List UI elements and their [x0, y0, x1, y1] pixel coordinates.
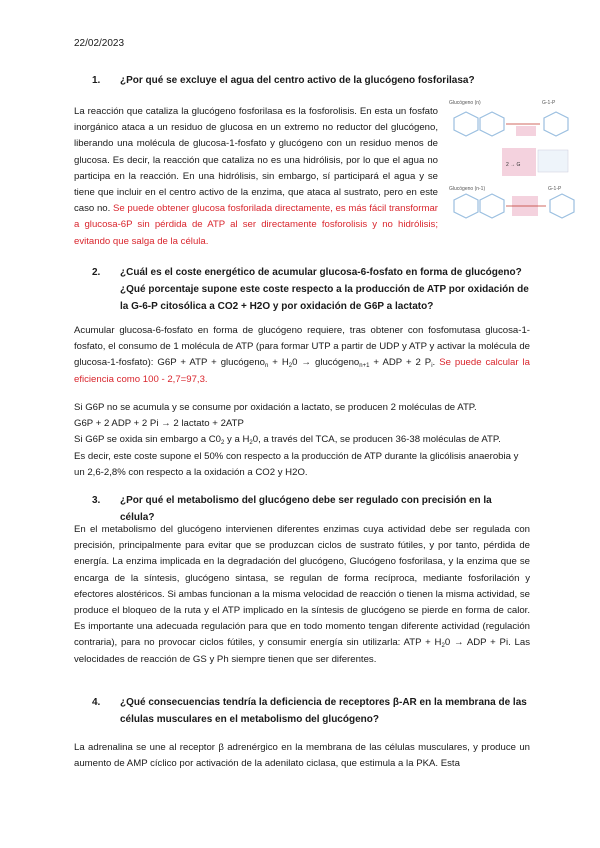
pink-box-top: [516, 126, 536, 136]
figure-label-top-right: G-1-P: [542, 100, 556, 106]
glycogen-phosphorylase-figure: [446, 96, 596, 238]
question-4-text: ¿Qué consecuencias tendría la deficiencia de receptores β-AR en la membrana de las células musculares en el metabolismo del glucógeno?: [120, 697, 527, 725]
lactate-line: Si G6P no se acumula y se consume por oxidación a lactato, se producen 2 moléculas de ATP.: [74, 402, 477, 413]
question-3-number: 3.: [92, 495, 101, 506]
document-date: 22/02/2023: [74, 38, 125, 49]
question-1: [92, 72, 522, 89]
lactate-equation: G6P + 2 ADP + 2 Pi → 2 lactato + 2ATP: [74, 418, 244, 430]
question-3: [92, 492, 522, 526]
question-4-number: 4.: [92, 697, 101, 708]
question-4: [92, 694, 530, 728]
question-1-number: 1.: [92, 75, 101, 86]
answer-3: En el metabolismo del glucógeno intervienen diferentes enzimas cuya actividad debe ser regulada con precisión, principalmente para evitar que se produzcan ciclos de sustrato fútiles, y por tanto, pérdida de energía. La enzima implicada en la degradación del glucógeno, Glucógeno fosforilasa, y la enzima que se encarga de la síntesis, glucógeno sintasa, se regulan de forma recíproca, mediante fosforilación y efectores alostéricos. Si ambas funcionan a la misma velocidad de reacción o tienen la misma actividad, se produce el bloqueo de la ruta y el ATP implicado en la síntesis de glucógeno se pierde en forma de calor. Es importante una adecuada regulación para que en todo momento tengan diferente actividad (regulación contraria), para no provocar ciclos fútiles, y consumir energía sin utilizarla: ATP + $H_20$ → ADP + Pi. Las velocidades de reacción de GS y Ph siempre tienen que ser diferentes.: [74, 524, 531, 665]
figure-label-mid: 2 → G: [506, 162, 521, 168]
figure-label-top-left: Glucógeno (n): [449, 100, 481, 106]
answer-4: La adrenalina se une al receptor β adrenérgico en la membrana de las células musculares, y produce un aumento de AMP cíclico por activación de la adenilato ciclasa, que estimula a la PKA. Esta: [74, 742, 530, 770]
answer-1: [74, 104, 438, 250]
cost-line: Es decir, este coste supone el 50% con respecto a la producción de ATP durante la glicólisis anaerobia y un 2,6-2,8% con respecto a la oxidación a CO2 y H2O.: [74, 450, 519, 478]
question-3-text: ¿Por qué el metabolismo del glucógeno debe ser regulado con precisión en la célula?: [120, 495, 492, 523]
answer-2-paragraph-1: Acumular glucosa-6-fosfato en forma de glucógeno requiere, tras obtener con fosfomutasa glucosa-1-fosfato, el consumo de 1 molécula de ATP (para formar UTP a partir de UDP y ATP y activar la molécula de glucosa-1-fosfato): G6P + ATP + glucógeno$_n$ + $H_20$ → glucógeno$_{n+1}$ + ADP + 2 $P_i$. Se puede calcular la eficiencia como 100 - 2,7=97,3.: [74, 325, 530, 385]
enzyme-box: [538, 150, 568, 172]
answer-2-paragraph-2: [74, 400, 530, 481]
tca-line: Si G6P se oxida sin embargo a $C0_2$ y a $H_20$, a través del TCA, se producen 36-38 moléculas de ATP.: [74, 434, 501, 447]
question-1-text: ¿Por qué se excluye el agua del centro activo de la glucógeno fosforilasa?: [120, 75, 475, 86]
answer-1-highlight: Se puede obtener glucosa fosforilada directamente, es más fácil transformar a glucosa-6P sin pérdida de ATP al ser directamente fosforolisis y no hidrólisis; evitando que salga de la célula.: [74, 203, 438, 247]
figure-label-bottom-right: G-1-P: [548, 186, 562, 192]
figure-label-bottom-left: Glucógeno (n-1): [449, 186, 486, 192]
question-2-text: ¿Cuál es el coste energético de acumular glucosa-6-fosfato en forma de glucógeno? ¿Qué porcentaje supone este coste respecto a la producción de ATP por oxidación de la G-6-P citosólica a CO2 + H2O y por oxidación de G6P a lactato?: [120, 267, 529, 312]
question-2: [92, 264, 530, 315]
answer-1-text: La reacción que cataliza la glucógeno fosforilasa es la fosforolisis. En esta un fosfato inorgánico ataca a un residuo de glucosa en un extremo no reductor del glucógeno, liberando una molécula de glucosa-1-fosfato y glucógeno con un residuo menos de glucosa. Es decir, la reacción que cataliza no es una hidrólisis, por lo que el agua no participa en la reacción. En una hidrólisis, sin embargo, sí participará el agua y se tiene que incluir en el centro activo de la enzima, que ataca al sustrato, pero en este caso no.: [74, 106, 438, 215]
question-2-number: 2.: [92, 267, 101, 278]
answer-2-highlight: Se puede calcular la eficiencia como 100 - 2,7=97,3.: [74, 357, 530, 385]
